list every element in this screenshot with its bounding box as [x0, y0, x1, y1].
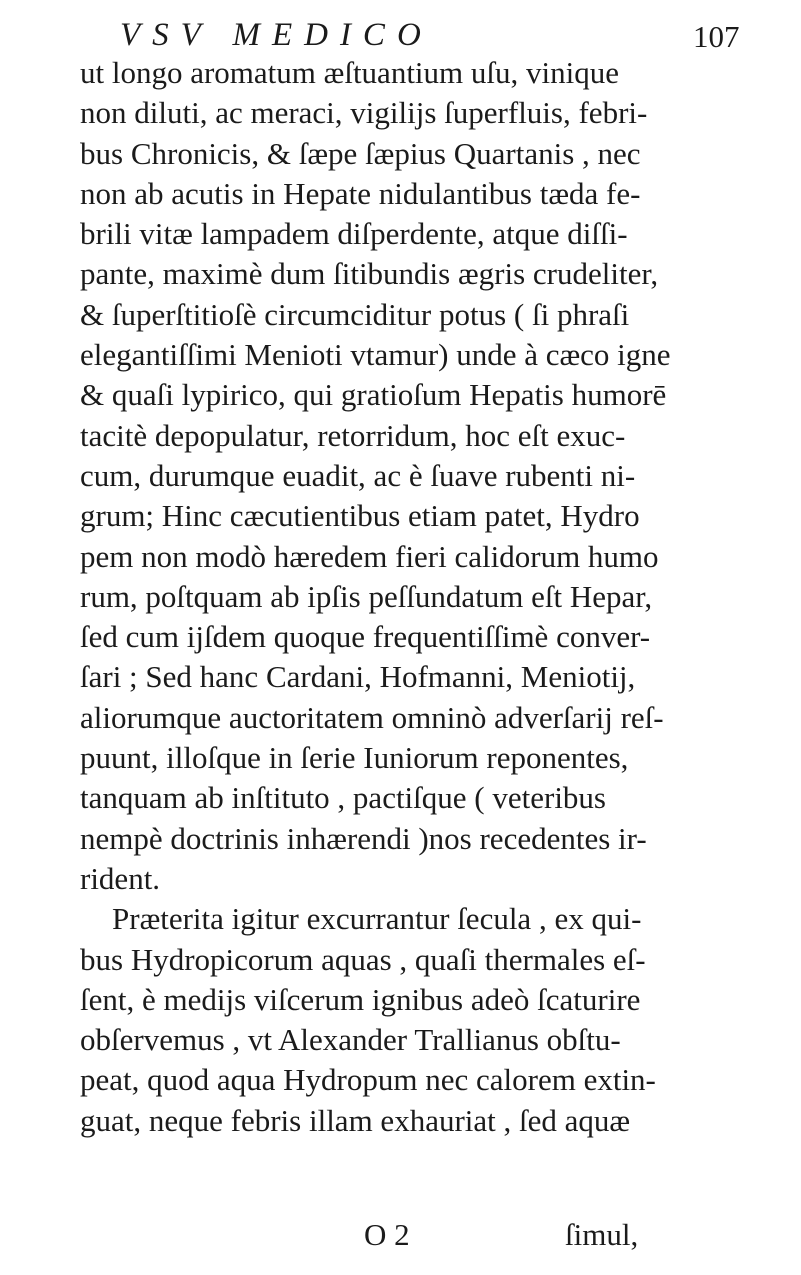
text-line: bus Chronicis, & ſæpe ſæpius Quartanis , nec: [80, 135, 641, 171]
text-line: & quaſi lypirico, qui gratioſum Hepatis humorē: [80, 377, 667, 413]
text-line: guat, neque febris illam exhauriat , ſed aquæ: [80, 1102, 631, 1138]
text-line: tanquam ab inſtituto , pactiſque ( veteribus: [80, 780, 607, 816]
text-line: & ſuperſtitioſè circumciditur potus ( ſi phraſi: [80, 296, 630, 332]
page-header: [0, 14, 801, 56]
text-line: grum; Hinc cæcutientibus etiam patet, Hydro: [80, 498, 640, 534]
text-line: rident.: [80, 860, 161, 896]
text-line: pem non modò hæredem fieri calidorum humo: [80, 538, 659, 574]
text-line: non ab acutis in Hepate nidulantibus tæda fe-: [80, 175, 641, 211]
text-line: ſed cum ijſdem quoque frequentiſſimè conver-: [80, 619, 651, 655]
page-footer: [0, 1215, 801, 1255]
text-line: bus Hydropicorum aquas , quaſi thermales eſ-: [80, 941, 646, 977]
text-line: tacitè depopulatur, retorridum, hoc eſt exuc-: [80, 417, 626, 453]
text-line: ſari ; Sed hanc Cardani, Hofmanni, Meniotij,: [80, 659, 636, 695]
text-line: non diluti, ac meraci, vigilijs ſuperfluis, febri-: [80, 95, 648, 131]
text-line: ut longo aromatum æſtuantium uſu, vinique: [80, 55, 620, 90]
text-line: elegantiſſimi Menioti vtamur) unde à cæco igne: [80, 337, 671, 373]
running-head: VSV MEDICO: [120, 17, 433, 53]
page-number: 107: [693, 19, 740, 54]
text-line: rum, poſtquam ab ipſis peſſundatum eſt Hepar,: [80, 578, 653, 614]
catchword: ſimul,: [565, 1217, 639, 1252]
text-line: puunt, illoſque in ſerie Iuniorum reponentes,: [80, 740, 629, 776]
text-line: aliorumque auctoritatem omninò adverſarij reſ-: [80, 699, 664, 735]
text-line: Præterita igitur excurrantur ſecula , ex qui-: [112, 901, 642, 937]
text-line: nempè doctrinis inhærendi )nos recedentes ir-: [80, 820, 647, 856]
text-line: cum, durumque euadit, ac è ſuave rubenti ni-: [80, 457, 636, 493]
body-text: [80, 53, 800, 1141]
text-line: peat, quod aqua Hydropum nec calorem extin-: [80, 1062, 656, 1098]
text-line: obſervemus , vt Alexander Trallianus obſtu-: [80, 1022, 621, 1058]
signature-mark: O 2: [364, 1217, 410, 1252]
text-line: ſent, è medijs viſcerum ignibus adeò ſcaturire: [80, 981, 641, 1017]
text-line: pante, maximè dum ſitibundis ægris crudeliter,: [80, 256, 659, 292]
text-line: brili vitæ lampadem diſperdente, atque diſſi-: [80, 216, 628, 252]
